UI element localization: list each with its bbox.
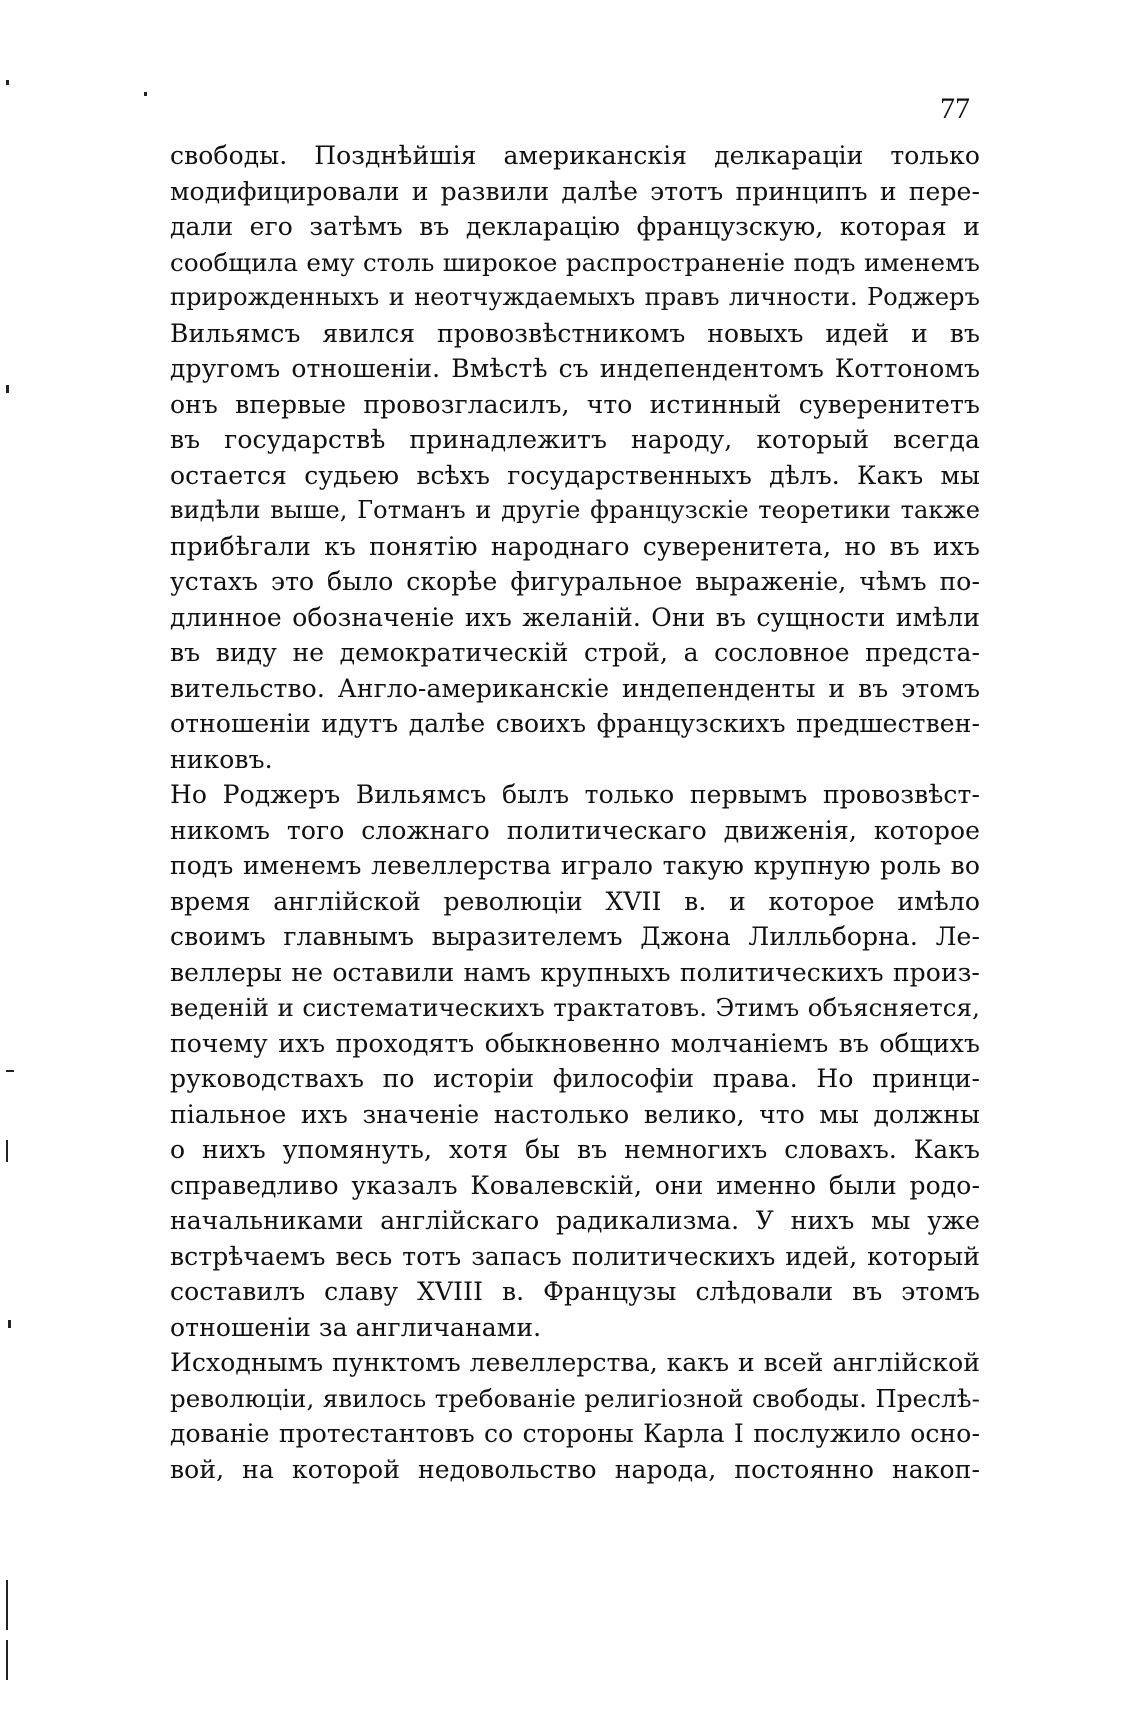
scan-artifact [8,1320,11,1328]
text-line: свободы. Позднѣйшія американскія делкараціи только [170,141,980,170]
text-line: другомъ отношеніи. Вмѣстѣ съ индепендентомъ Коттономъ [170,354,980,383]
scan-artifact [6,1580,8,1630]
text-line: никовъ. [170,744,273,774]
text-line: остается судьею всѣхъ государственныхъ дѣлъ. Какъ мы [170,460,980,490]
page-number: 77 [940,92,970,125]
text-line: дованіе протестантовъ со стороны Карла I послужило осно- [170,1419,980,1448]
paragraph-3 [170,1345,980,1487]
scan-artifact [6,1070,14,1072]
text-line: веденій и систематическихъ трактатовъ. Этимъ объясняется, [170,993,980,1022]
scan-artifact [144,92,147,96]
text-line: видѣли выше, Готманъ и другіе французскіе теоретики также [170,496,980,524]
text-line: революціи, явилось требованіе религіозной свободы. Преслѣ- [170,1383,980,1413]
text-line: длинное обозначеніе ихъ желаній. Они въ сущности имѣли [170,602,980,632]
scan-artifact [6,1140,8,1162]
paragraph-1 [170,138,980,777]
text-line: вой, на которой недовольство народа, постоянно накоп- [170,1454,980,1484]
text-line: веллеры не оставили намъ крупныхъ политическихъ произ- [170,957,980,987]
text-line: встрѣчаемъ весь тотъ запасъ политическихъ идей, который [170,1241,980,1271]
text-line: онъ впервые провозгласилъ, что истинный суверенитетъ [170,389,980,419]
text-line: отношеніи идутъ далѣе своихъ французскихъ предшествен- [170,709,980,738]
text-line: вительство. Англо-американскіе индепенденты и въ этомъ [170,673,980,703]
paragraph-2 [170,777,980,1345]
text-line: почему ихъ проходятъ обыкновенно молчаніемъ въ общихъ [170,1028,980,1058]
text-line: справедливо указалъ Ковалевскій, они именно были родо- [170,1170,980,1200]
text-line: начальниками англійскаго радикализма. У нихъ мы уже [170,1206,980,1235]
scan-artifact [6,80,9,85]
text-line: Исходнымъ пунктомъ левеллерства, какъ и всей англійской [170,1348,980,1377]
text-line: устахъ это было скорѣе фигуральное выраженіе, чѣмъ по- [170,567,980,596]
text-line: руководствахъ по исторіи философіи права. Но принци- [170,1064,980,1093]
text-line: Вильямсъ явился провозвѣстникомъ новыхъ идей и въ [170,318,980,348]
text-line: модифицировали и развили далѣе этотъ принципъ и пере- [170,176,980,206]
text-line: прибѣгали къ понятію народнаго суверенитета, но въ ихъ [170,531,980,561]
text-line: подъ именемъ левеллерства играло такую крупную роль во [170,851,980,880]
text-line: никомъ того сложнаго политическаго движенія, которое [170,815,980,845]
text-line: Но Роджеръ Вильямсъ былъ только первымъ провозвѣст- [170,780,980,809]
text-line: піальное ихъ значеніе настолько велико, что мы должны [170,1099,980,1129]
text-line: прирожденныхъ и неотчуждаемыхъ правъ личности. Роджеръ [170,283,980,311]
text-line: въ виду не демократическій строй, а сословное предста- [170,638,980,667]
scan-artifact [6,1640,8,1680]
text-line: сообщила ему столь широкое распространеніе подъ именемъ [170,247,980,277]
text-line: время англійской революціи XVII в. и которое имѣло [170,886,980,916]
text-line: дали его затѣмъ въ декларацію французскую, которая и [170,212,980,241]
text-line: о нихъ упомянуть, хотя бы въ немногихъ словахъ. Какъ [170,1135,980,1164]
text-line: своимъ главнымъ выразителемъ Джона Лилльборна. Ле- [170,922,980,951]
scan-artifact [6,385,9,393]
text-line: въ государствѣ принадлежитъ народу, который всегда [170,425,980,454]
body-text [170,138,980,1487]
text-line: отношеніи за англичанами. [170,1312,542,1342]
text-line: составилъ славу XVIII в. Французы слѣдовали въ этомъ [170,1277,980,1306]
